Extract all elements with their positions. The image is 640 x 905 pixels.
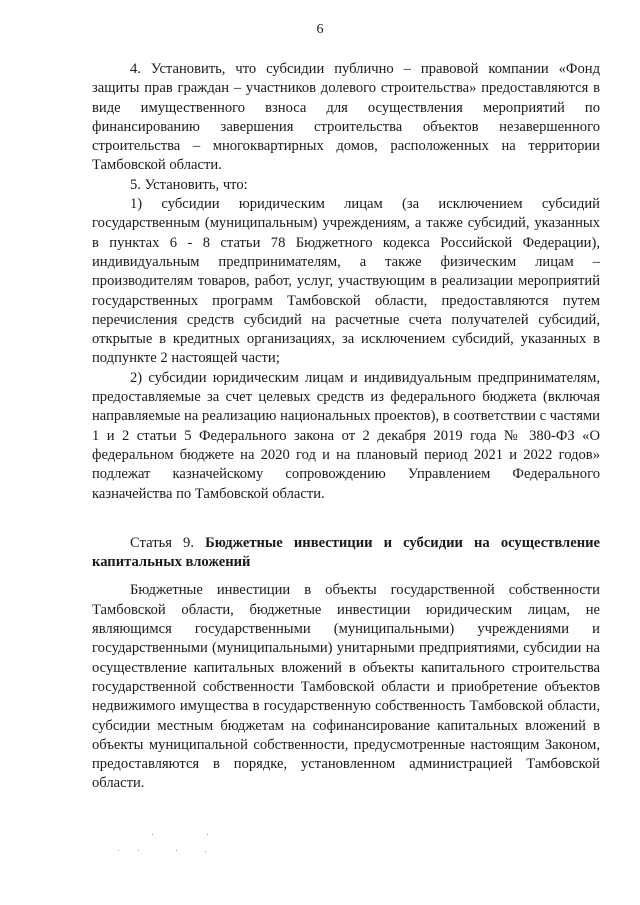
scan-artifact xyxy=(207,834,208,835)
article-body: Бюджетные инвестиции в объекты государственной собственности Тамбовской области, бюджетные инвестиции юридическим лицам, не являющимся государственными (муниципальными) учреждениями и государственными (муниципальными) унитарными предприятиями, субсидии на осуществление капитальных вложений в объекты капитального строительства государственной собственности Тамбовской области и приобретение объектов недвижимого имущества в государственную собственность Тамбовской области, субсидии местным бюджетам на софинансирование капитальных вложений в объекты муниципальной собственности, предусмотренные настоящим Законом, предоставляются в порядке, установленном администрацией Тамбовской области. xyxy=(92,582,600,792)
page-number: 6 xyxy=(316,22,324,37)
subparagraph-5-1: 1) субсидии юридическим лицам (за исключением субсидий государственным (муниципальным) учреждениям, а также субсидий, указанных в пунктах 6 - 8 статьи 78 Бюджетного кодекса Российской Федерации), индивидуальным предпринимателям, а также физическим лицам – производителям товаров, работ, услуг, участвующим в реализации мероприятий государственных программ Тамбовской области, предоставляются путем перечисления средств субсидий на расчетные счета получателей субсидий, открытые в кредитных организациях, за исключением субсидий, указанных в подпункте 2 настоящей части; xyxy=(92,196,600,367)
article-label: Статья 9. xyxy=(130,534,194,551)
scan-artifact xyxy=(118,850,119,851)
scan-artifact xyxy=(176,850,177,851)
scan-artifact xyxy=(152,834,153,835)
scan-artifact xyxy=(138,850,139,851)
article-heading xyxy=(92,534,600,573)
document-body xyxy=(92,60,600,794)
paragraph-item-5: 5. Установить, что: xyxy=(130,176,248,193)
scan-artifact xyxy=(205,851,206,852)
article-title: Бюджетные инвестиции и субсидии на осуществление капитальных вложений xyxy=(92,534,600,571)
subparagraph-5-2: 2) субсидии юридическим лицам и индивидуальным предпринимателям, предоставляемые за счет целевых средств из федерального бюджета (включая направляемые на реализацию национальных проектов), в соответствии с частями 1 и 2 статьи 5 Федерального закона от 2 декабря 2019 года № 380-ФЗ «О федеральном бюджете на 2020 год и на плановый период 2021 и 2022 годов» подлежат казначейскому сопровождению Управлением Федерального казначейства по Тамбовской области. xyxy=(92,369,600,502)
paragraph-item-4: 4. Установить, что субсидии публично – правовой компании «Фонд защиты прав граждан – участников долевого строительства» предоставляются в виде имущественного взноса для осуществления мероприятий по финансированию завершения строительства объектов незавершенного строительства – многоквартирных домов, расположенных на территории Тамбовской области. xyxy=(92,61,600,174)
